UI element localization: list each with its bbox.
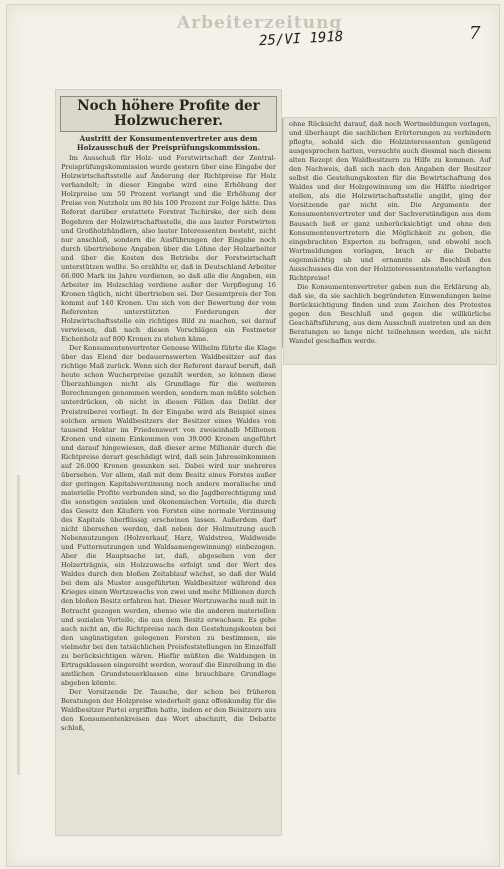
- paragraph: ohne Rücksicht darauf, daß noch Wortmeldungen vorlagen, und überhaupt die sachlichen Erörterungen zu verhindern pflegte, sobald sich die Holzinteressenten genügend ausgesprochen hatten, versuchte auch diesmal nach diesem alten Rezept den Waldbesitzern zu Hilfe zu kommen. Auf den Nachweis, daß sich nach den Angaben der Besitzer selbst die Gestehungskosten für die Bewirtschaftung des Waldes und der Holzgewinnung um die Hälfte niedriger stellen, als die Holzwirtschaftsstelle angibt, ging der Vorsitzende gar nicht ein. Die Argumente der Konsumentenvertreter und der Sachverständigen aus dem Bausach ließ er ganz unberücksichtigt und ohne den Konsumentenvertretern die Möglichkeit zu geben, die eingebrachten Experten zu befragen, und obwohl noch Wortmeldungen vorlagen, brach er die Debatte eigenmächtig ab und ernannte als Beschluß des Ausschusses die von der Holzinteressentenstelle verlangten Richtpreise!: [289, 120, 491, 282]
- clipping-right-column: [284, 118, 496, 364]
- paragraph: Der Vorsitzende Dr. Tausche, der schon bei früheren Beratungen der Holzpreise wiederholt ganz offenkundig für die Waldbesitzer Partei ergriffen hatte, indem er den Beisitzern aus den Konsumentenkreisen das Wort abschnitt, die Debatte schloß,: [61, 687, 276, 733]
- column-divider: [282, 118, 283, 348]
- paragraph: Im Ausschuß für Holz- und Forstwirtschaft der Zentral-Preisprüfungskommission wurde gestern über eine Eingabe der Holzwirtschaftsstelle auf Änderung der Richtpreise für Holz verhandelt; in dieser Eingabe wird eine Erhöhung der Holzpreise um 50 Prozent verlangt und die Erhöhung der Preise von Nutzholz um 80 bis 100 Prozent zur Folge hätte. Das Referat darüber erstattete Forstrat Tschirske, der sich dem Begehren der Holzwirtschaftsstelle, die aus lauter Forstwirten und Großholzhändlern, also lauter Interessenten besteht, nicht nur anschloß, sondern die Ausführungen der Eingabe noch durch übertriebene Angaben über die Löhne der Holzarbeiter und über die Kosten des Betriebs der Forstwirtschaft unterstützen wollte. So erzählte er, daß in Deutschland Arbeiter 66.000 Mark im Jahre verdienen, so daß alle die Angaben, ein Arbeiter im Holzschlag verdiene außer der Verpflegung 16 Kronen täglich, nicht übertrieben sei. Der Gesamtpreis der Ton kommt auf 140 Kronen. Um sich von der Bewertung der vom Referenten unterstützten Forderungen der Holzwirtschaftsstelle ein richtiges Bild zu machen, sei darauf verwiesen, daß nach diesen Vorschlägen ein Festmeter Eichenholz auf 800 Kronen zu stehen käme.: [61, 154, 276, 344]
- paragraph: Die Konsumentenvertreter gaben nun die Erklärung ab, daß sie, da sie sachlich begründeten Einwendungen keine Berücksichtigung finden und zum Zeichen des Protestes gegen den Beschluß und gegen die willkürliche Geschäftsführung, aus dem Ausschuß austreten und an den Beratungen so lange nicht teilnehmen werden, als nicht Wandel geschaffen werde.: [289, 282, 491, 346]
- article-title: Noch höhere Profite der Holzwucherer.: [60, 96, 277, 132]
- paragraph: Der Konsumentenvertreter Genosse Wilhelm führte die Klage über das Elend der bedauernswerten Waldbesitzer auf das richtige Maß zurück. Wenn sich der Referent darauf beruft, daß heute schon Wucherpreise gezahlt werden, so können diese Überzahlungen nicht als Grundlage für die weiteren Berechnungen genommen werden, sondern man müßte solchen unterdrücken, ob nicht in diesen Fällen das Delikt der Preistreiberei vorliegt. In der Eingabe wird als Beispiel eines solchen armen Waldbesitzers der Besitzer eines Waldes von tausend Hektar im Friedenswert von zweieinhalb Millionen Kronen und einem Einkommen von 39.000 Kronen angeführt und darauf hingewiesen, daß dieser arme Millionär durch die Richtpreise derart geschädigt wird, daß sein Jahreseinkommen auf 26.000 Kronen gesunken sei. Dabei wird nur mehreres übersehen. Vor allem, daß mit dem Besitz eines Forstes außer der geringen Kapitalsverzinsung noch andere moralische und materielle Profite verbunden sind, so die Jagdberechtigung und die sonstigen sozialen und ökonomischen Vorteile, die durch das Gesetz den Käufern von Forsten eine normale Verzinsung des Kapitals überflüssig erscheinen lassen. Außerdem darf nicht übersehen werden, daß neben der Holznutzung auch Nebennutzungen (Holzverkauf, Harz, Waldstreu, Waldweide und Futternutzungen und Waldsamengewinnung) einbezogen. Aber die Hauptsache ist, daß, abgesehen von der Holzerträgnis, ein Holzzuwachs erfolgt und der Wert des Waldes durch den bloßen Zeitablauf wächst, so daß der Wald bei dem als Muster ausgeführten Waldbesitzer während des Krieges einen Wertzuwachs von zwei und mehr Millionen durch den bloßen Besitz erfahren hat. Dieser Wertzuwachs muß mit in Betracht gezogen werden, ebenso wie die anderen materiellen und sozialen Vorteile, die aus dem Besitz erwachsen. Es gehe auch nicht an, die Richtpreise nach den Gestehungskosten bei den ungünstigsten gelegenen Forsten zu bestimmen, sie vielmehr bei den tatsächlichen Preisfeststellungen im Einzelfall zu berücksichtigen wären. Hiefür müßten die Waldungen in Ertragsklassen eingereiht werden, worauf die Einreihung in die amtlichen Grundsteuerklassen eine brauchbare Grundlage abgeben könnte.: [61, 344, 276, 687]
- newspaper-masthead: Arbeiterzeitung: [177, 13, 343, 33]
- article-body-left: [61, 154, 276, 733]
- article-subtitle: Austritt der Konsumentenvertreter aus dem Holzausschuß der Preisprüfungskommission.: [76, 134, 261, 152]
- article-body-right: [289, 120, 491, 346]
- paper-stain: [17, 475, 20, 775]
- handwritten-date: 25/VI 1918: [258, 28, 344, 50]
- folio-number: 7: [469, 23, 481, 44]
- clipping-left-column: [56, 90, 281, 835]
